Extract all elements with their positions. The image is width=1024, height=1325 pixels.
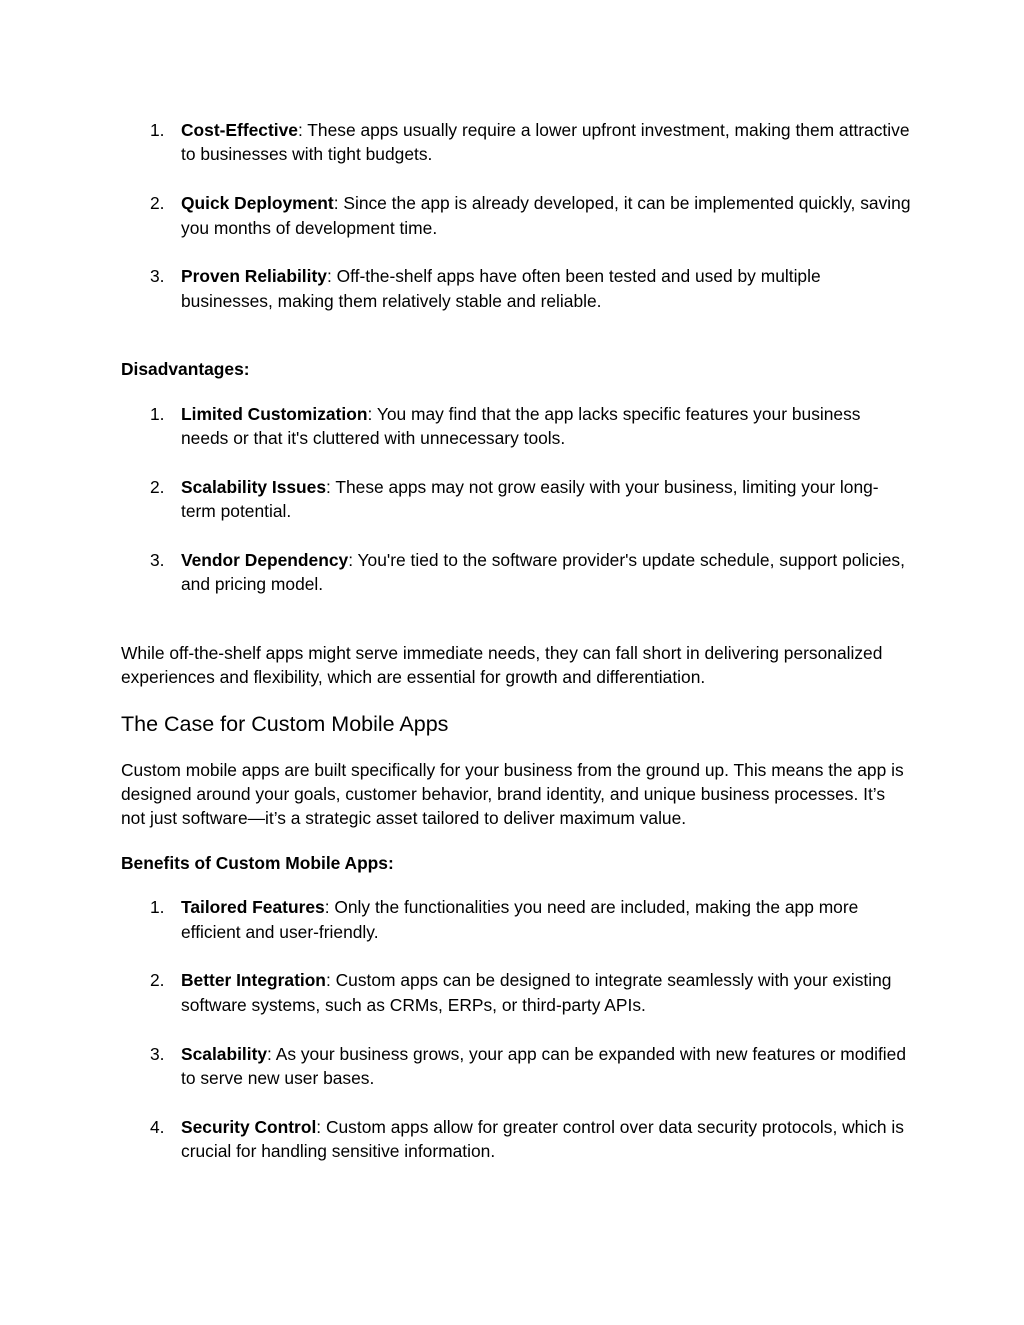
list-item xyxy=(121,1115,911,1164)
list-item-text: : Since the app is already developed, it can be implemented quickly, saving you months of development time. xyxy=(181,193,911,238)
list-number: 1. xyxy=(150,897,165,918)
list-item-term: Cost-Effective xyxy=(181,120,298,140)
list-item xyxy=(121,895,911,944)
list-item xyxy=(121,475,911,524)
list-item xyxy=(121,402,911,451)
list-item-term: Quick Deployment xyxy=(181,193,334,214)
summary-paragraph: While off-the-shelf apps might serve immediate needs, they can fall short in delivering personalized experiences and flexibility, which are essential for growth and differentiation. xyxy=(121,642,883,688)
list-number: 1. xyxy=(150,120,165,140)
list-item xyxy=(121,968,911,1017)
list-item-term: Better Integration xyxy=(181,970,326,991)
list-number: 1. xyxy=(150,403,165,424)
list-item-term: Tailored Features xyxy=(181,897,325,918)
list-item-term: Vendor Dependency xyxy=(181,550,349,571)
list-item xyxy=(121,548,911,597)
list-number: 3. xyxy=(150,266,165,287)
list-item-text: : Only the functionalities you need are included, making the app more efficient and user-friendly. xyxy=(181,897,859,942)
disadvantages-list xyxy=(121,402,911,597)
list-number: 2. xyxy=(150,970,165,991)
list-item-text: : These apps may not grow easily with your business, limiting your long-term potential. xyxy=(181,476,879,522)
list-number: 3. xyxy=(150,1043,165,1064)
list-item-term: Scalability xyxy=(181,1043,268,1064)
list-number: 2. xyxy=(150,476,165,497)
advantages-list xyxy=(121,118,911,313)
list-item xyxy=(121,1042,911,1091)
list-number: 4. xyxy=(150,1116,165,1137)
list-item-text: : You may find that the app lacks specific features your business needs or that it's cluttered with unnecessary tools. xyxy=(181,403,861,449)
disadvantages-heading: Disadvantages: xyxy=(121,359,250,380)
list-item xyxy=(121,264,911,313)
list-item-text: : You're tied to the software provider's update schedule, support policies, and pricing model. xyxy=(181,550,905,595)
list-item-term: Scalability Issues xyxy=(181,476,327,497)
list-item-text: : These apps usually require a lower upfront investment, making them attractive to businesses with tight budgets. xyxy=(181,120,910,165)
benefits-heading: Benefits of Custom Mobile Apps: xyxy=(121,852,394,873)
list-number: 3. xyxy=(150,550,165,571)
list-item-text: : Off-the-shelf apps have often been tested and used by multiple businesses, making them relatively stable and reliable. xyxy=(181,266,821,311)
list-item xyxy=(121,191,911,240)
list-item-term: Proven Reliability xyxy=(181,266,327,287)
list-item-term: Limited Customization xyxy=(181,403,368,424)
list-item xyxy=(121,118,911,167)
document-page xyxy=(121,118,911,1164)
list-item-text: : As your business grows, your app can be expanded with new features or modified to serve new user bases. xyxy=(181,1043,907,1089)
benefits-list xyxy=(121,895,911,1163)
section-intro-paragraph: Custom mobile apps are built specifically for your business from the ground up. This means the app is designed around your goals, customer behavior, brand identity, and unique business processes. It’s not just software—it’s a strategic asset tailored to deliver maximum value. xyxy=(121,759,904,829)
list-number: 2. xyxy=(150,193,165,214)
list-item-text: : Custom apps allow for greater control over data security protocols, which is crucial for handling sensitive information. xyxy=(181,1116,904,1162)
list-item-text: : Custom apps can be designed to integrate seamlessly with your existing software systems, such as CRMs, ERPs, or third-party APIs. xyxy=(181,970,892,1015)
list-item-term: Security Control xyxy=(181,1116,317,1137)
section-heading: The Case for Custom Mobile Apps xyxy=(121,711,449,736)
